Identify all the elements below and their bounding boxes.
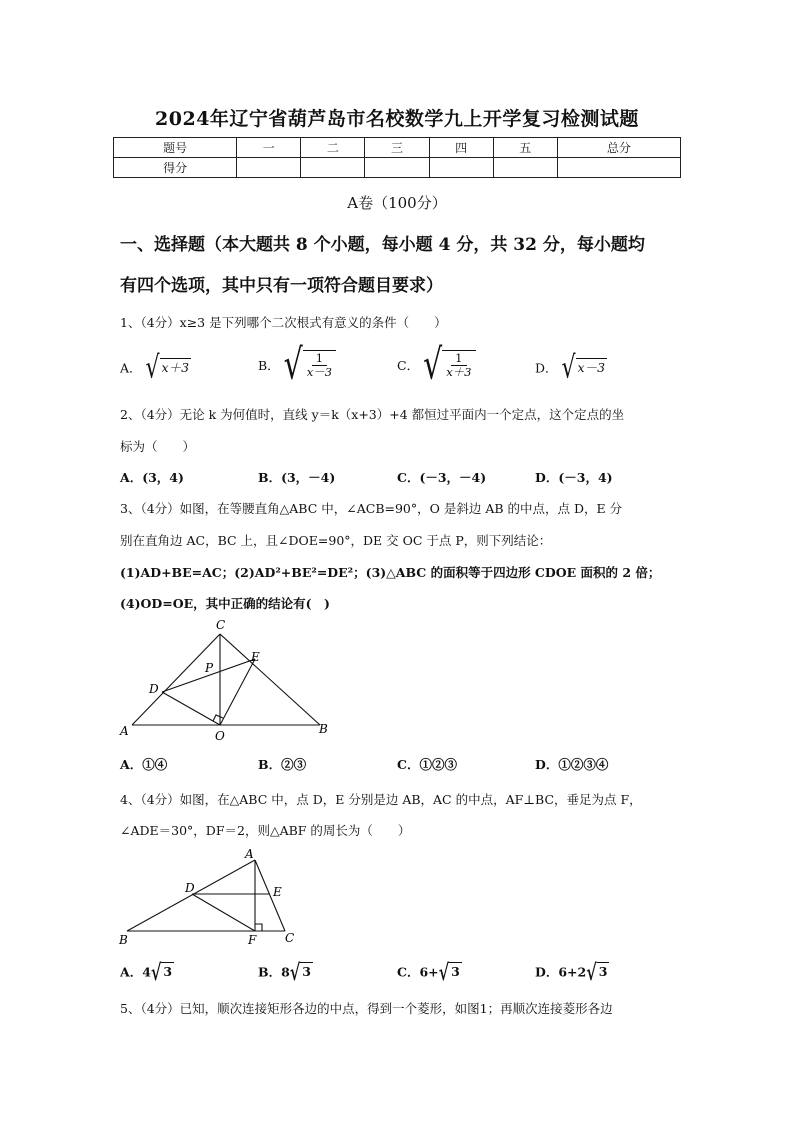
- q3-label-o: O: [215, 729, 225, 743]
- q4-label-a: A: [245, 847, 254, 861]
- q3-stem-line3: (1)AD+BE=AC；(2)AD²+BE²=DE²；(3)△ABC 的面积等于四边形 CDOE 面积的 2 倍；: [120, 565, 661, 580]
- q4-a-label: A．: [120, 964, 143, 980]
- q4-label-c: C: [285, 931, 295, 945]
- score-header-cell: 二: [301, 138, 365, 158]
- q2-option-a[interactable]: A．(3，4): [120, 470, 184, 485]
- q1-d-radicand: x－3: [576, 358, 608, 380]
- q4-b-radicand: 3: [300, 962, 313, 984]
- q4-label-e: E: [273, 885, 282, 899]
- score-cell[interactable]: [429, 158, 493, 178]
- q3-segment-cb: [220, 634, 320, 725]
- score-table-header-row: [114, 138, 681, 158]
- sqrt-symbol: √ 3: [438, 959, 460, 986]
- q1-stem: 1、（4分）x≥3 是下列哪个二次根式有意义的条件（ ）: [120, 315, 447, 330]
- section-a-heading: A卷（100分）: [347, 194, 447, 212]
- q4-label-b: B: [119, 933, 128, 947]
- q4-b-coefficient: 8: [281, 964, 290, 980]
- q3-option-a[interactable]: A．①④: [120, 757, 168, 772]
- score-row-label: 得分: [114, 158, 237, 178]
- q4-option-d[interactable]: [535, 959, 609, 986]
- q2-option-c[interactable]: C．(－3，－4): [397, 470, 487, 485]
- sqrt-symbol: √ 3: [586, 959, 608, 986]
- q4-d-radicand: 3: [597, 962, 610, 984]
- q4-option-a[interactable]: [120, 959, 174, 986]
- sqrt-symbol: √ 3: [289, 959, 311, 986]
- q1-c-label: C．: [397, 358, 420, 373]
- q1-d-label: D．: [535, 360, 558, 376]
- q4-a-coefficient: 4: [142, 964, 151, 980]
- score-header-cell: 三: [365, 138, 429, 158]
- score-header-cell: 一: [237, 138, 301, 158]
- q3-option-b[interactable]: B．②③: [258, 757, 307, 772]
- q3-right-angle-mark: [213, 715, 223, 721]
- q2-option-b[interactable]: B．(3，－4): [258, 470, 336, 485]
- q1-b-label: B．: [258, 358, 280, 373]
- q3-label-b: B: [319, 722, 328, 736]
- q4-d-coefficient: 6+2: [558, 964, 587, 980]
- score-header-cell: 题号: [114, 138, 237, 158]
- q4-option-b[interactable]: [258, 959, 313, 986]
- q3-segment-eo: [220, 659, 255, 725]
- q4-label-d: D: [185, 881, 195, 895]
- q3-segment-do: [162, 692, 220, 725]
- page-title: 2024年辽宁省葫芦岛市名校数学九上开学复习检测试题: [155, 108, 639, 130]
- sqrt-symbol: √ x＋3: [145, 350, 190, 386]
- section1-heading-line1: 一、选择题（本大题共 8 个小题，每小题 4 分，共 32 分，每小题均: [120, 235, 645, 255]
- q3-stem-line4: (4)OD=OE，其中正确的结论有( ): [120, 596, 330, 611]
- q5-stem-line1: 5、（4分）已知，顺次连接矩形各边的中点，得到一个菱形，如图1；再顺次连接菱形各边: [120, 1001, 613, 1016]
- score-cell[interactable]: [365, 158, 429, 178]
- sqrt-symbol: √ $\frac{1}{x-3}$: [284, 350, 336, 382]
- q2-stem-line1: 2、（4分）无论 k 为何值时，直线 y＝k（x+3）+4 都恒过平面内一个定点，这个定点的坐: [120, 407, 625, 422]
- q4-c-radicand: 3: [449, 962, 462, 984]
- sqrt-symbol: √ x－3: [561, 350, 606, 386]
- q4-stem-line1: 4、（4分）如图，在△ABC 中，点 D，E 分别是边 AB，AC 的中点，AF⊥BC，垂足为点 F，: [120, 792, 642, 807]
- q3-stem-line2: 别在直角边 AC，BC 上，且∠DOE=90°，DE 交 OC 于点 P，则下列结论：: [120, 533, 552, 548]
- q1-a-label: A．: [120, 360, 142, 376]
- q3-triangle-figure: [115, 615, 340, 745]
- q4-label-f: F: [248, 933, 257, 947]
- q4-right-angle-mark: [255, 924, 262, 931]
- score-header-cell: 四: [429, 138, 493, 158]
- q4-d-label: D．: [535, 964, 559, 980]
- q2-stem-line2: 标为（ ）: [120, 439, 196, 454]
- q3-option-c[interactable]: C．①②③: [397, 757, 457, 772]
- q4-option-c[interactable]: [397, 959, 462, 986]
- q1-c-numerator: 1: [451, 352, 466, 366]
- q4-stem-line2: ∠ADE＝30°，DF＝2，则△ABF 的周长为（ ）: [120, 823, 411, 838]
- section1-heading-line2: 有四个选项，其中只有一项符合题目要求）: [120, 276, 443, 296]
- sqrt-symbol: √ $\frac{1}{x+3}$: [423, 350, 475, 382]
- q3-label-c: C: [216, 618, 226, 632]
- score-table-score-row: [114, 158, 681, 178]
- q3-segment-ac: [132, 634, 220, 725]
- score-cell[interactable]: [493, 158, 557, 178]
- q1-c-denominator: x＋3: [446, 365, 472, 379]
- score-table: [113, 137, 681, 178]
- q1-option-b[interactable]: [258, 340, 336, 390]
- q1-b-numerator: 1: [312, 352, 327, 366]
- q3-option-d[interactable]: D．①②③④: [535, 757, 609, 772]
- q1-option-a[interactable]: [120, 350, 191, 386]
- score-cell[interactable]: [237, 158, 301, 178]
- q3-label-a: A: [120, 724, 129, 738]
- q3-label-d: D: [149, 682, 159, 696]
- q3-stem-line1: 3、（4分）如图，在等腰直角△ABC 中，∠ACB=90°，O 是斜边 AB 的中点，点 D，E 分: [120, 501, 623, 516]
- q1-option-d[interactable]: [535, 350, 607, 386]
- q4-a-radicand: 3: [161, 962, 174, 984]
- score-header-cell: 总分: [557, 138, 680, 158]
- score-header-cell: 五: [493, 138, 557, 158]
- q2-option-d[interactable]: D．(－3，4): [535, 470, 613, 485]
- q3-label-e: E: [251, 650, 260, 664]
- sqrt-symbol: √ 3: [150, 959, 173, 986]
- q4-triangle-figure: [115, 846, 305, 951]
- score-cell[interactable]: [301, 158, 365, 178]
- q1-b-denominator: x－3: [306, 365, 333, 379]
- q4-b-label: B．: [258, 964, 282, 980]
- q4-c-coefficient: 6+: [419, 964, 439, 980]
- q4-c-label: C．: [397, 964, 420, 980]
- score-cell[interactable]: [557, 158, 680, 178]
- q1-a-radicand: x＋3: [160, 358, 192, 380]
- q3-label-p: P: [205, 661, 214, 675]
- q4-segment-df: [192, 894, 255, 931]
- q1-option-c[interactable]: [397, 340, 476, 390]
